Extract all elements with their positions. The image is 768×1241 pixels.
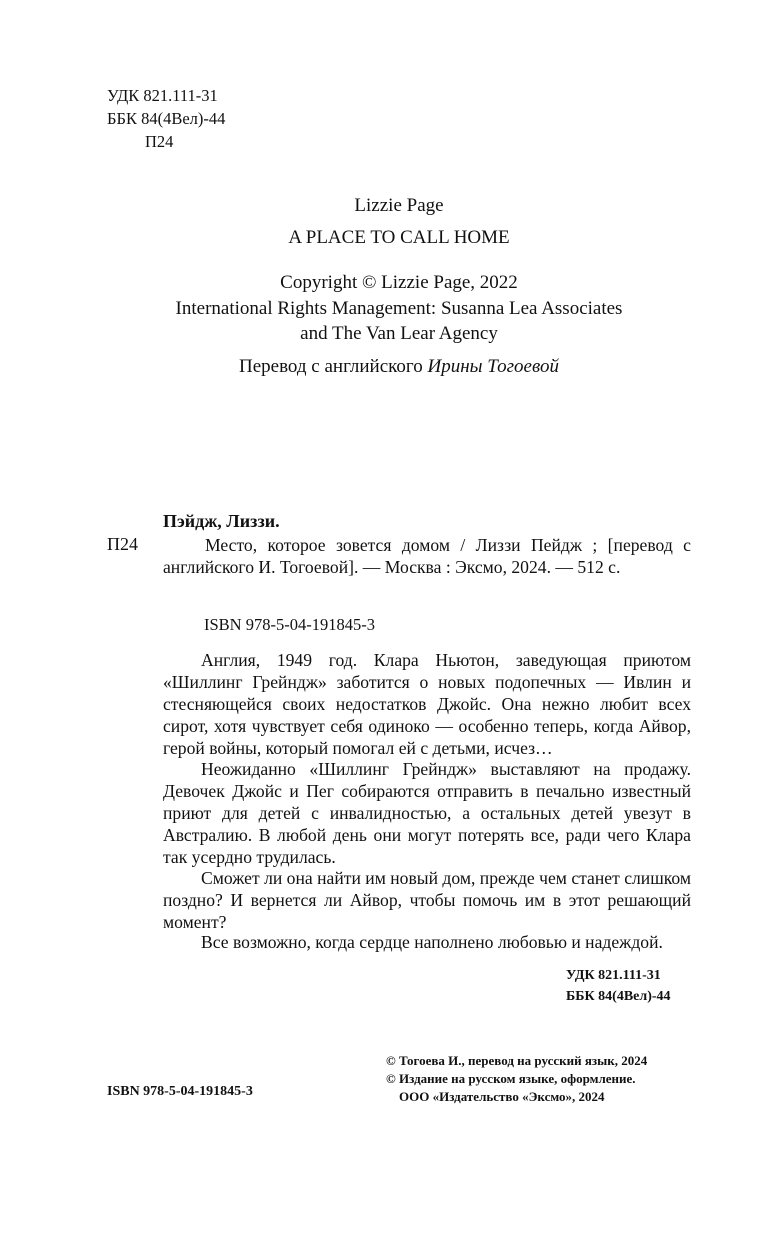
- catalog-isbn: ISBN 978-5-04-191845-3: [204, 615, 375, 634]
- annotation-paragraph: Сможет ли она найти им новый дом, прежде чем станет слишком поздно? И вернется ли Айвор, чтобы помочь им в этот решающий момент?: [163, 868, 691, 932]
- agency-line: and The Van Lear Agency: [300, 323, 498, 344]
- isbn-bottom: ISBN 978-5-04-191845-3: [107, 1084, 253, 1099]
- annotation-paragraph: Неожиданно «Шиллинг Грейндж» выставляют на продажу. Девочек Джойс и Пег собираются отправить в печально известный приют для детей с инвалидностью, а остальных детей увезут в Австралию. В любой день они могут потерять все, ради чего Клара так усердно трудилась.: [163, 759, 691, 867]
- edition-copyright: © Издание на русском языке, оформление.: [386, 1071, 636, 1086]
- catalog-description: Место, которое зовется домом / Лиззи Пейдж ; [перевод с английского И. Тогоевой]. — Москва : Эксмо, 2024. — 512 с.: [163, 535, 691, 577]
- original-title: A PLACE TO CALL HOME: [288, 227, 510, 248]
- catalog-author-heading: Пэйдж, Лиззи.: [163, 511, 280, 531]
- original-author: Lizzie Page: [354, 195, 444, 216]
- translation-prefix: Перевод с английского: [239, 356, 423, 377]
- publisher-copyright: ООО «Издательство «Эксмо», 2024: [399, 1089, 605, 1104]
- top-classification-codes: [107, 84, 225, 153]
- author-mark: П24: [145, 132, 174, 151]
- translation-copyright: © Тогоева И., перевод на русский язык, 2024: [386, 1053, 648, 1068]
- catalog-author-mark: П24: [107, 534, 138, 554]
- bottom-classification-codes: [566, 965, 671, 1007]
- bbk-code: ББК 84(4Вел)-44: [107, 109, 226, 128]
- udk-code: УДК 821.111-31: [107, 86, 218, 105]
- udk-code-bottom: УДК 821.111-31: [566, 968, 661, 983]
- bbk-code-bottom: ББК 84(4Вел)-44: [566, 989, 671, 1004]
- translator-name: Ирины Тогоевой: [427, 356, 559, 377]
- russian-copyrights: [386, 1052, 647, 1106]
- original-copyright: [0, 270, 768, 347]
- translation-credit: [0, 356, 768, 378]
- annotation-paragraph: Все возможно, когда сердце наполнено любовью и надеждой.: [201, 932, 663, 952]
- annotation-paragraph: Англия, 1949 год. Клара Ньютон, заведующая приютом «Шиллинг Грейндж» заботится о новых подопечных — Ивлин и стесняющейся своих недостатков Джойс. Она нежно любит всех сирот, хотя чувствует себя одиноко — особенно теперь, когда Айвор, герой войны, который помогал ей с детьми, исчез…: [163, 650, 691, 758]
- rights-line: International Rights Management: Susanna Lea Associates: [175, 297, 623, 319]
- copyright-line: Copyright © Lizzie Page, 2022: [280, 272, 518, 293]
